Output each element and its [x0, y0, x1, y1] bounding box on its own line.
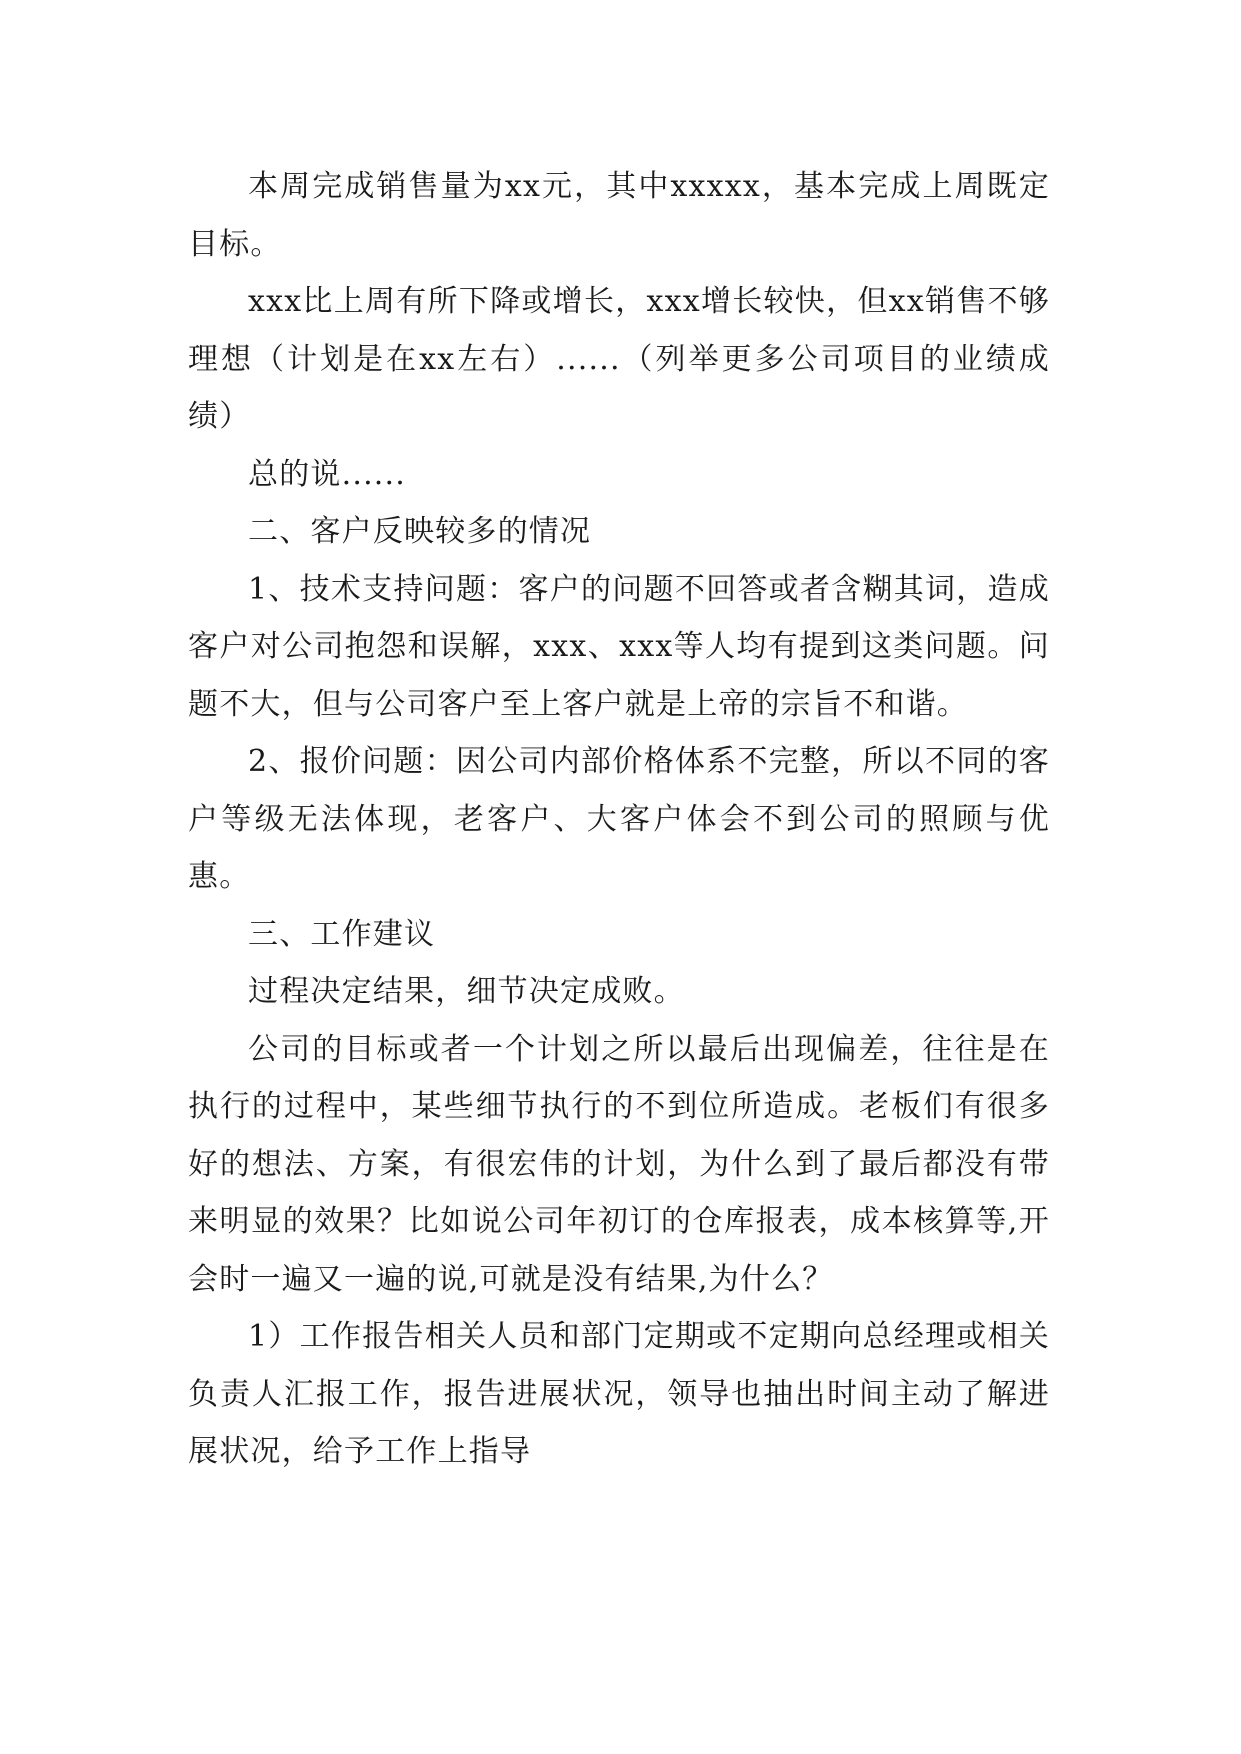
paragraph-overall: 总的说......	[248, 456, 407, 492]
paragraph-execution-details: 公司的目标或者一个计划之所以最后出现偏差，往往是在执行的过程中，某些细节执行的不到位所造成。老板们有很多好的想法、方案，有很宏伟的计划，为什么到了最后都没有带来明显的效果？比如说公司年初订的仓库报表，成本核算等,开会时一遍又一遍的说,可就是没有结果,为什么？	[188, 1031, 1050, 1297]
section-heading-customer-feedback: 二、客户反映较多的情况	[248, 514, 592, 549]
paragraph-tech-support-issue: 1、技术支持问题：客户的问题不回答或者含糊其词，造成客户对公司抱怨和误解，xxx、xxx等人均有提到这类问题。问题不大，但与公司客户至上客户就是上帝的宗旨不和谐。	[188, 571, 1050, 722]
paragraph-sales-comparison: xxx比上周有所下降或增长，xxx增长较快，但xx销售不够理想（计划是在xx左右）......（列举更多公司项目的业绩成绩）	[188, 284, 1050, 434]
paragraph-pricing-issue: 2、报价问题：因公司内部价格体系不完整，所以不同的客户等级无法体现，老客户、大客户体会不到公司的照顾与优惠。	[188, 744, 1050, 894]
section-heading-work-suggestions: 三、工作建议	[248, 916, 436, 952]
paragraph-sales-summary: 本周完成销售量为xx元，其中xxxxx，基本完成上周既定目标。	[188, 169, 1050, 262]
paragraph-work-report: 1）工作报告相关人员和部门定期或不定期向总经理或相关负责人汇报工作，报告进展状况，领导也抽出时间主动了解进展状况，给予工作上指导	[188, 1319, 1050, 1469]
paragraph-motto: 过程决定结果，细节决定成败。	[248, 974, 685, 1009]
document-page	[188, 158, 1050, 1481]
